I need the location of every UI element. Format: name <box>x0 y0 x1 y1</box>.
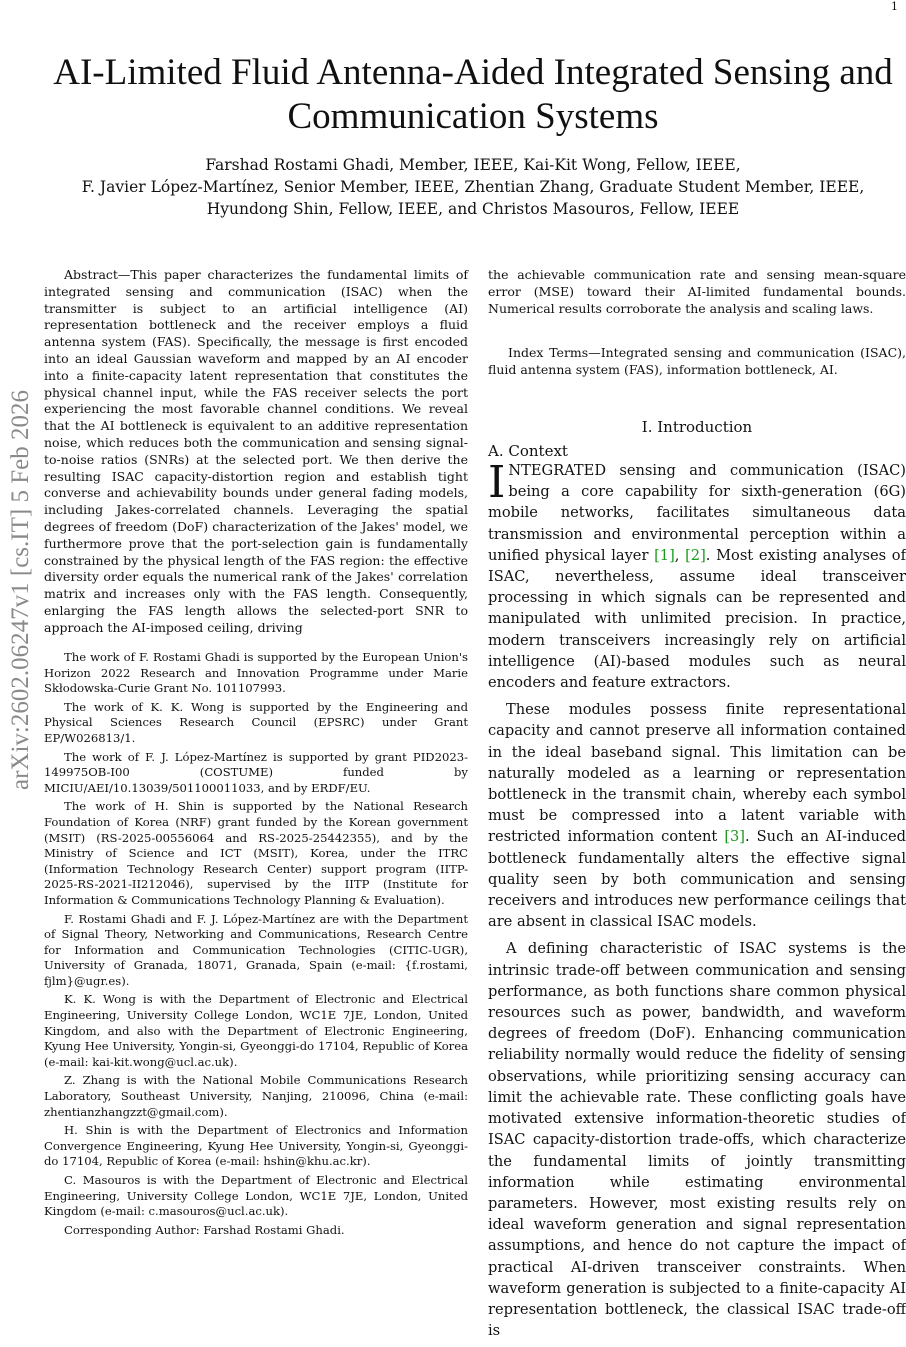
paper-title: AI-Limited Fluid Antenna-Aided Integrated Sensing and Communication Systems <box>53 52 893 137</box>
paragraph-text: . Most existing analyses of ISAC, nevertheless, assume ideal transceiver processing in which signals can be represented and manipulated with unlimited precision. In practice, modern transceivers increasingly rely on artificial intelligence (AI)-based modules such as neural encoders and feature extractors. <box>488 546 906 692</box>
paragraph-text: These modules possess finite representational capacity and cannot preserve all information contained in the ideal baseband signal. This limitation can be naturally modeled as a learning or representation bottleneck in the transmit chain, whereby each symbol must be compressed into a latent variable with restricted information content <box>488 701 906 846</box>
footnote: Corresponding Author: Farshad Rostami Ghadi. <box>64 1222 345 1237</box>
footnotes <box>44 650 468 1241</box>
page-number: 1 <box>891 0 898 13</box>
drop-cap: I <box>488 457 506 508</box>
footnote: C. Masouros is with the Department of Electronic and Electrical Engineering, University College London, WC1E 7JE, London, United Kingdom (e-mail: c.masouros@ucl.ac.uk). <box>44 1173 468 1219</box>
body-text <box>488 457 906 1347</box>
footnote: The work of F. J. López-Martínez is supported by grant PID2023-149975OB-I00 (COSTUME) funded by MICIU/AEI/10.13039/501100011033, and by ERDF/EU. <box>44 749 468 795</box>
footnote: Z. Zhang is with the National Mobile Communications Research Laboratory, Southeast University, Nanjing, 210096, China (e-mail: zhentianzhangzzt@gmail.com). <box>44 1073 468 1119</box>
abstract-text: Abstract—This paper characterizes the fundamental limits of integrated sensing and communication (ISAC) when the transmitter is subject to an artificial intelligence (AI) representation bottleneck and the receiver employs a fluid antenna system (FAS). Specifically, the message is first encoded into an ideal Gaussian waveform and mapped by an AI encoder into a finite-capacity latent representation that constitutes the physical channel input, while the FAS receiver selects the port experiencing the most favorable channel conditions. We reveal that the AI bottleneck is equivalent to an additive representation noise, which reduces both the communication and sensing signal-to-noise ratios (SNRs) at the selected port. We then derive the resulting ISAC capacity-distortion region and establish tight converse and achievability bounds under general fading models, including Jakes-correlated channels. Leveraging the spatial degrees of freedom (DoF) characterization of the Jakes' model, we furthermore prove that the port-selection gain is fundamentally constrained by the physical length of the FAS region: the effective diversity order equals the numerical rank of the Jakes' correlation matrix and increases only with the FAS length. Consequently, enlarging the FAS length allows the selected-port SNR to approach the AI-imposed ceiling, driving <box>44 267 468 635</box>
author-line: F. Javier López-Martínez, Senior Member, IEEE, Zhentian Zhang, Graduate Student Member, IEEE, <box>81 178 865 196</box>
author-line: Hyundong Shin, Fellow, IEEE, and Christos Masouros, Fellow, IEEE <box>206 200 740 218</box>
citation-link[interactable]: [3] <box>724 828 746 846</box>
footnote: The work of H. Shin is supported by the National Research Foundation of Korea (NRF) grant funded by the Korean government (MSIT) (RS-2025-00556064 and RS-2025-25442355), and by the Ministry of Science and ICT (MSIT), Korea, under the ITRC (Information Technology Research Center) support program (IITP-2025-RS-2021-II212046), supervised by the IITP (Institute for Information & Communications Technology Planning & Evaluation). <box>44 799 468 907</box>
citation-link[interactable]: [2] <box>685 546 706 564</box>
footnote: H. Shin is with the Department of Electronics and Information Convergence Engineering, Kyung Hee University, Yongin-si, Gyeonggi-do 17104, Republic of Korea (e-mail: hshin@khu.ac.kr). <box>44 1123 468 1169</box>
paragraph-text: . Such an AI-induced bottleneck fundamentally alters the effective signal quality seen by both communication and sensing receivers and introduces new performance ceilings that are absent in classical ISAC models. <box>488 828 906 931</box>
abstract-continuation <box>488 267 906 317</box>
footnote: F. Rostami Ghadi and F. J. López-Martínez are with the Department of Signal Theory, Networking and Communications, Research Centre for Information and Communication Technologies (CITIC-UGR), University of Granada, 18071, Granada, Spain (e-mail: {f.rostami, fjlm}@ugr.es). <box>44 911 468 988</box>
section-heading: I. Introduction <box>641 418 753 436</box>
abstract <box>44 267 468 637</box>
index-terms-text: Index Terms—Integrated sensing and communication (ISAC), fluid antenna system (FAS), information bottleneck, AI. <box>488 345 906 377</box>
body-paragraph: A defining characteristic of ISAC systems is the intrinsic trade-off between communication and sensing performance, as both functions share common physical resources such as power, bandwidth, and waveform degrees of freedom (DoF). Enhancing communication reliability normally would reduce the fidelity of sensing observations, while prioritizing sensing accuracy can limit the achievable rate. These conflicting goals have motivated extensive information-theoretic studies of ISAC capacity-distortion trade-offs, which characterize the fundamental limits of jointly transmitting information while estimating environmental parameters. However, most existing results rely on ideal waveform generation and signal representation assumptions, and hence do not capture the impact of practical AI-driven transceiver constraints. When waveform generation is subjected to a finite-capacity AI representation bottleneck, the classical ISAC trade-off is <box>488 940 906 1340</box>
body-paragraph <box>488 699 906 932</box>
footnote: The work of K. K. Wong is supported by the Engineering and Physical Sciences Research Council (EPSRC) under Grant EP/W026813/1. <box>44 699 468 745</box>
footnote: K. K. Wong is with the Department of Electronic and Electrical Engineering, University College London, WC1E 7JE, London, United Kingdom, and also with the Department of Electronic Engineering, Kyung Hee University, Yongin-si, Gyeonggi-do 17104, Republic of Korea (e-mail: kai-kit.wong@ucl.ac.uk). <box>44 992 468 1069</box>
index-terms <box>488 345 906 379</box>
body-paragraph <box>488 457 906 693</box>
arxiv-identifier-stamp: arXiv:2602.06247v1 [cs.IT] 5 Feb 2026 <box>7 390 34 790</box>
author-line: Farshad Rostami Ghadi, Member, IEEE, Kai-Kit Wong, Fellow, IEEE, <box>205 156 741 174</box>
citation-link[interactable]: [1] <box>654 546 675 564</box>
subsection-heading: A. Context <box>488 442 568 460</box>
author-list <box>40 154 906 220</box>
footnote: The work of F. Rostami Ghadi is supported by the European Union's Horizon 2022 Research and Innovation Programme under Marie Skłodowska-Curie Grant No. 101107993. <box>44 650 468 696</box>
abstract-text-continued: the achievable communication rate and sensing mean-square error (MSE) toward their AI-limited fundamental bounds. Numerical results corroborate the analysis and scaling laws. <box>488 267 906 316</box>
paragraph-text: NTEGRATED sensing and communication (ISAC) being a core capability for sixth-generation (6G) mobile networks, facilitates simultaneous data transmission and environmental perception within a unified physical layer <box>488 462 906 564</box>
citation-separator: , <box>674 546 686 564</box>
